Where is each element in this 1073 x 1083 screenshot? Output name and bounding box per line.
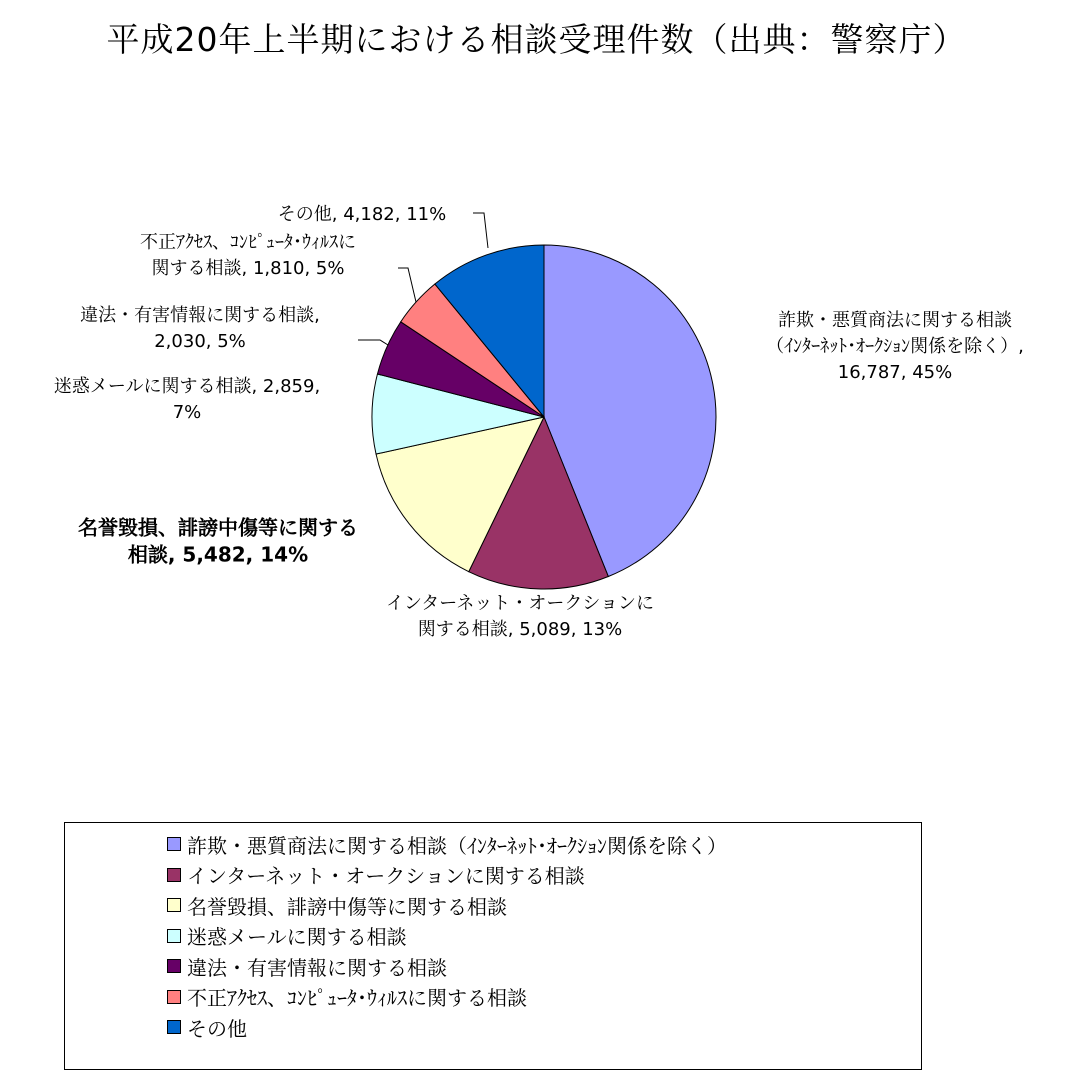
legend-swatch xyxy=(167,1020,181,1034)
data-label-3 xyxy=(78,516,358,567)
data-label-line: 相談, 5,482, 14% xyxy=(127,542,309,567)
legend-item-1 xyxy=(167,829,921,860)
data-label-line: 違法・有害情報に関する相談, xyxy=(80,305,320,326)
legend-item-2 xyxy=(167,860,921,891)
legend-label: 不正ｱｸｾｽ、ｺﾝﾋﾟｭｰﾀ･ｳｨﾙｽに関する相談 xyxy=(187,986,527,1011)
data-label-line: 不正ｱｸｾｽ、ｺﾝﾋﾟｭｰﾀ･ｳｨﾙｽに xyxy=(140,232,356,253)
data-label-line: 詐欺・悪質商法に関する相談 xyxy=(778,310,1012,331)
chart-title: 平成20年上半期における相談受理件数（出典：警察庁） xyxy=(106,20,967,59)
legend-label: インターネット・オークションに関する相談 xyxy=(187,864,585,889)
legend-label: 違法・有害情報に関する相談 xyxy=(187,955,447,980)
data-label-6 xyxy=(140,232,356,279)
leader-line-5 xyxy=(358,340,388,345)
legend-item-3 xyxy=(167,890,921,921)
data-label-line: 16,787, 45% xyxy=(837,362,953,383)
legend-label: その他 xyxy=(187,1016,247,1041)
legend-swatch xyxy=(167,990,181,1004)
data-label-5 xyxy=(80,304,320,352)
data-label-line: 関する相談, 5,089, 13% xyxy=(417,619,623,640)
data-label-line: その他, 4,182, 11% xyxy=(277,204,447,225)
data-label-line: インターネット・オークションに xyxy=(385,593,655,614)
data-label-2 xyxy=(386,593,654,640)
data-label-line: 2,030, 5% xyxy=(154,331,246,352)
legend-swatch xyxy=(167,929,181,943)
pie-slices xyxy=(372,245,716,589)
data-label-line: 関する相談, 1,810, 5% xyxy=(151,258,345,279)
data-label-4 xyxy=(54,376,320,423)
legend-swatch xyxy=(167,868,181,882)
leader-line-6 xyxy=(398,268,416,302)
legend-swatch xyxy=(167,898,181,912)
data-label-line: 7% xyxy=(172,402,202,423)
legend-item-5 xyxy=(167,951,921,982)
leader-line-7 xyxy=(473,213,488,248)
data-label-line: （ｲﾝﾀｰﾈｯﾄ･ｵｰｸｼｮﾝ関係を除く）, xyxy=(766,336,1024,357)
data-label-7 xyxy=(278,204,446,225)
data-label-line: 迷惑メールに関する相談, 2,859, xyxy=(53,376,321,397)
legend-item-4 xyxy=(167,921,921,952)
legend xyxy=(64,822,922,1070)
legend-label: 迷惑メールに関する相談 xyxy=(187,925,407,950)
legend-item-6 xyxy=(167,982,921,1013)
legend-label: 詐欺・悪質商法に関する相談（ｲﾝﾀｰﾈｯﾄ･ｵｰｸｼｮﾝ関係を除く） xyxy=(187,833,727,858)
data-label-1 xyxy=(766,310,1024,383)
data-label-line: 名誉毀損、誹謗中傷等に関する xyxy=(78,515,358,540)
legend-item-7 xyxy=(167,1012,921,1043)
legend-swatch xyxy=(167,837,181,851)
legend-swatch xyxy=(167,959,181,973)
legend-label: 名誉毀損、誹謗中傷等に関する相談 xyxy=(187,894,507,919)
